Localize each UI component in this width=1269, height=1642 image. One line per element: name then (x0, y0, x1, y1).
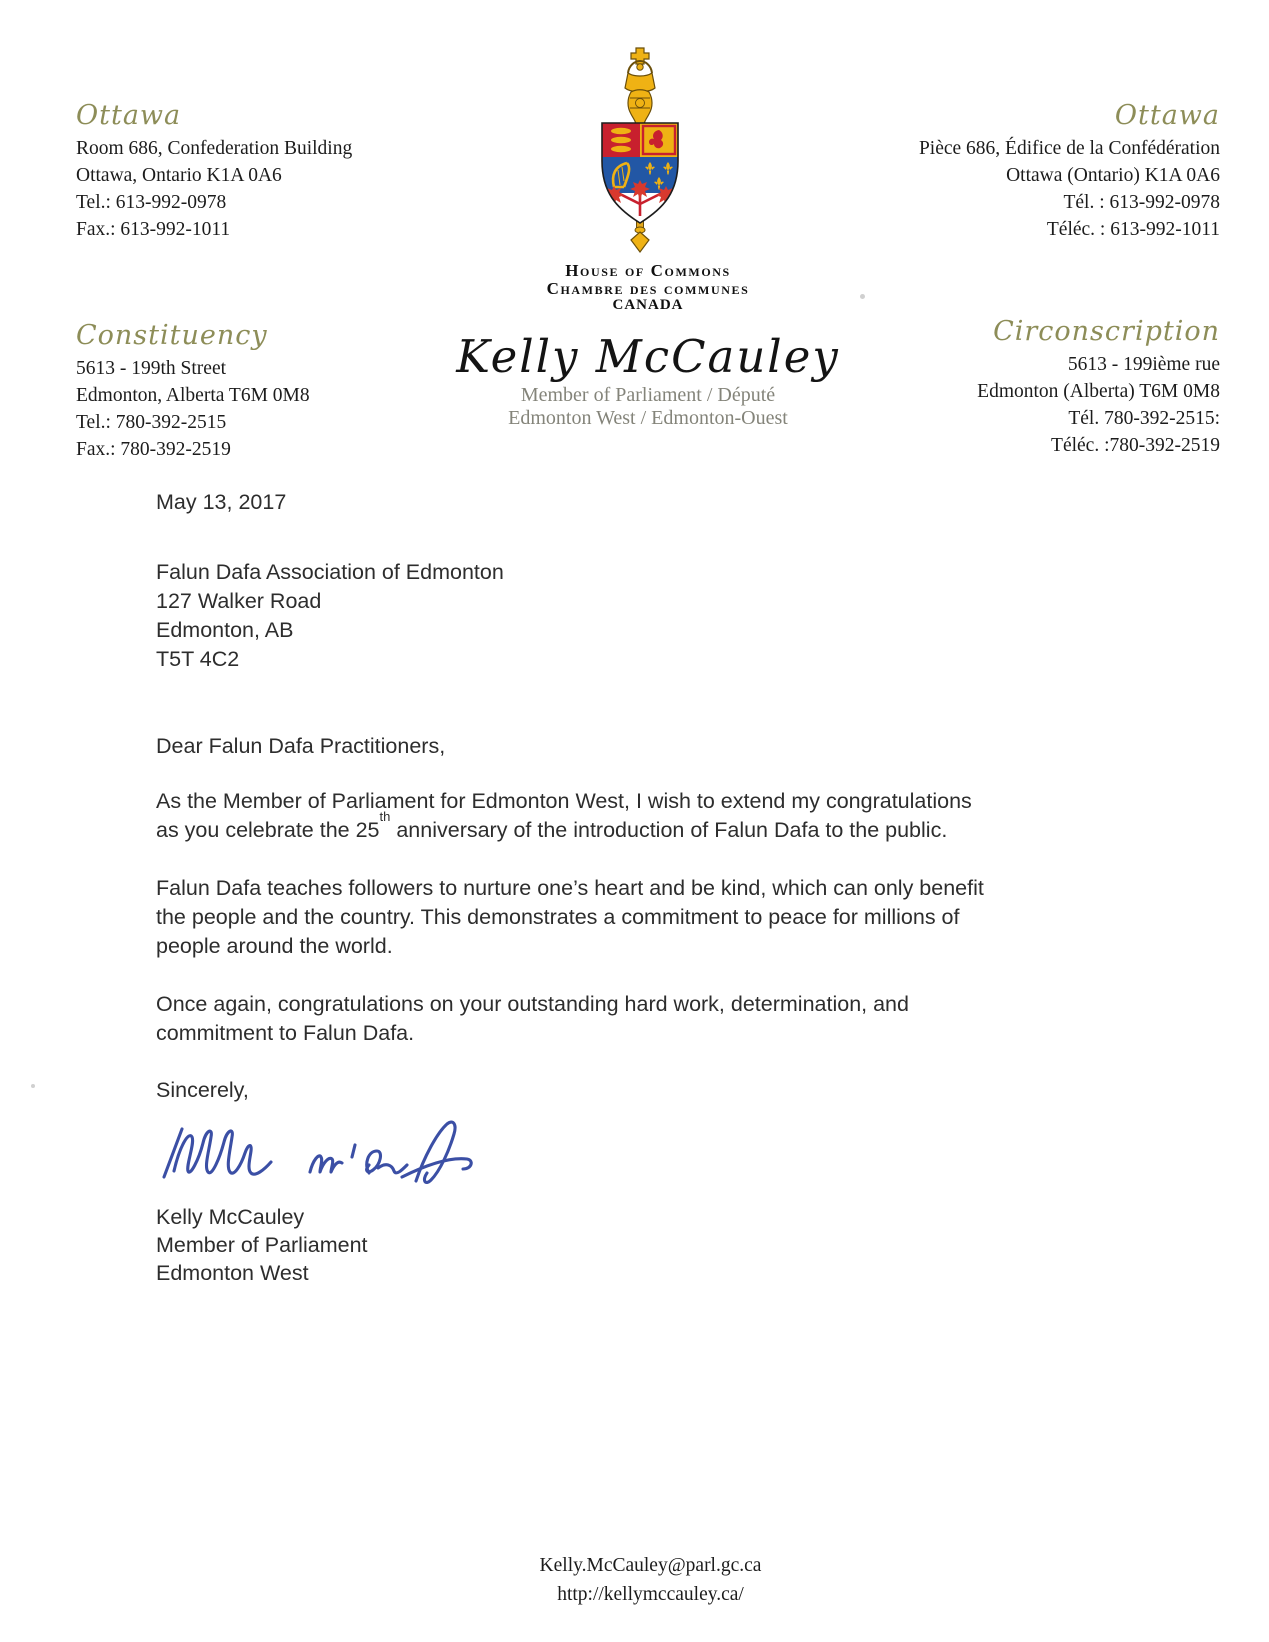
canada-label: CANADA (612, 297, 684, 313)
address-line: Téléc. :780-392-2519 (1051, 435, 1220, 456)
para1-line2-text: as you celebrate the 25 (156, 818, 380, 842)
circonscription-block (977, 316, 1220, 459)
chambre-des-communes-label: Chambre des communes (546, 278, 750, 298)
constituency-title: Constituency (76, 320, 268, 351)
closing: Sincerely, (156, 1078, 249, 1102)
letter-date: May 13, 2017 (156, 490, 287, 514)
circonscription-title: Circonscription (993, 316, 1220, 347)
house-of-commons-label: House of Commons (565, 261, 731, 280)
signer-name: Kelly McCauley (156, 1205, 305, 1229)
ottawa-fr-title: Ottawa (1114, 100, 1220, 131)
paragraph-1 (156, 787, 1101, 845)
mace-head (628, 90, 652, 124)
member-title-bilingual: Member of Parliament / Député (520, 384, 776, 406)
paragraph-line: commitment to Falun Dafa. (156, 1021, 415, 1045)
mace-finial-icon (631, 232, 649, 252)
address-line: Téléc. : 613-992-1011 (1046, 219, 1220, 240)
recipient-line: T5T 4C2 (156, 647, 240, 671)
signer-riding: Edmonton West (156, 1261, 309, 1285)
ordinal-superscript: th (379, 808, 391, 824)
constituency-block (76, 320, 310, 463)
address-line: Tél. : 613-992-0978 (1063, 192, 1220, 213)
paragraph-line: Falun Dafa teaches followers to nurture one’s heart and be kind, which can only benefit (156, 876, 984, 900)
address-line: Room 686, Confederation Building (76, 138, 353, 159)
signature-block (156, 1203, 1101, 1287)
paragraph-line: As the Member of Parliament for Edmonton West, I wish to extend my congratulations (156, 789, 972, 813)
address-line: 5613 - 199th Street (76, 358, 227, 379)
handwritten-signature (150, 1107, 1101, 1199)
address-line: Fax.: 613-992-1011 (76, 219, 231, 240)
address-line: Tél. 780-392-2515: (1068, 408, 1220, 429)
scan-artifact-dot (31, 1084, 35, 1088)
salutation: Dear Falun Dafa Practitioners, (156, 734, 446, 758)
footer-contact (16, 1552, 1269, 1609)
address-line: Edmonton (Alberta) T6M 0M8 (977, 381, 1220, 402)
scan-artifact-dot (860, 294, 865, 299)
paragraph-line: the people and the country. This demonstrates a commitment to peace for millions of (156, 905, 960, 929)
paragraph-line (156, 808, 1101, 845)
ottawa-en-title: Ottawa (76, 100, 182, 131)
address-line: Tel.: 780-392-2515 (76, 412, 227, 433)
ottawa-fr-block (919, 100, 1220, 243)
house-of-commons-crest-graphic (580, 46, 700, 253)
recipient-line: Falun Dafa Association of Edmonton (156, 560, 504, 584)
signature-ink-graphic (150, 1107, 490, 1199)
crown-orb (637, 64, 643, 70)
paragraph-2 (156, 874, 1101, 961)
institution-block (348, 262, 948, 314)
footer-email: Kelly.McCauley@parl.gc.ca (539, 1555, 762, 1576)
coat-of-arms (580, 46, 700, 253)
shield-quadrants (602, 123, 678, 223)
ottawa-en-block (76, 100, 352, 243)
member-name-script: Kelly McCauley (456, 330, 840, 383)
address-line: Ottawa, Ontario K1A 0A6 (76, 165, 282, 186)
para1-line2-rest: anniversary of the introduction of Falun Dafa to the public. (390, 818, 948, 842)
address-line: Pièce 686, Édifice de la Confédération (918, 138, 1220, 159)
member-block (348, 330, 948, 430)
footer-website: http://kellymccauley.ca/ (557, 1583, 744, 1605)
signer-title: Member of Parliament (156, 1233, 368, 1257)
recipient-line: Edmonton, AB (156, 618, 294, 642)
address-line: Tel.: 613-992-0978 (76, 192, 227, 213)
paragraph-3 (156, 990, 1101, 1048)
member-riding-bilingual: Edmonton West / Edmonton-Ouest (508, 407, 788, 429)
address-line: Ottawa (Ontario) K1A 0A6 (1006, 165, 1220, 186)
address-line: Edmonton, Alberta T6M 0M8 (76, 385, 310, 406)
recipient-address (156, 558, 1101, 674)
letter-body (156, 488, 1101, 1287)
address-line: 5613 - 199ième rue (1067, 354, 1220, 375)
mace-crown-icon (625, 73, 655, 92)
address-line: Fax.: 780-392-2519 (76, 439, 231, 460)
paragraph-line: people around the world. (156, 934, 393, 958)
recipient-line: 127 Walker Road (156, 589, 322, 613)
paragraph-line: Once again, congratulations on your outstanding hard work, determination, and (156, 992, 909, 1016)
